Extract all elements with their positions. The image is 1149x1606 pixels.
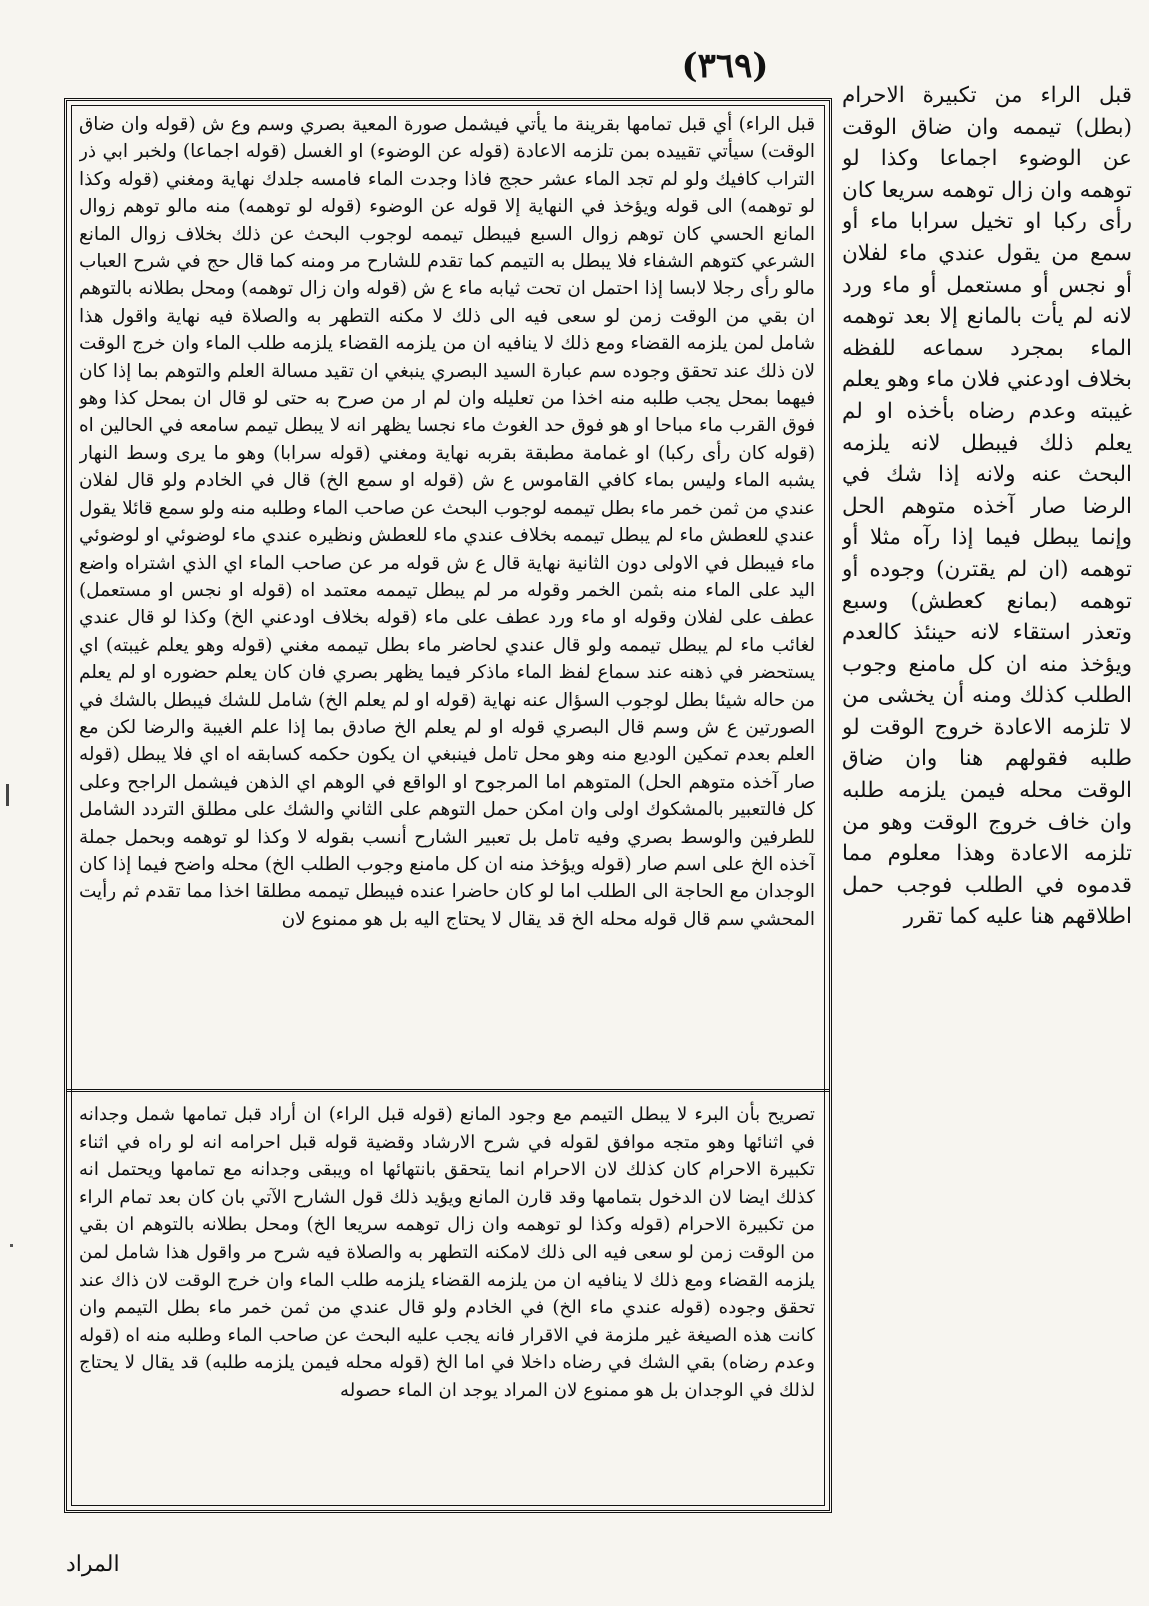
commentary-text: قبل الراء) أي قبل تمامها بقرينة ما يأتي فيشمل صورة المعية بصري وسم وع ش (قوله وان ضاق الوقت) سيأتي تقييده بمن تلزمه الاعادة (قوله عن الوضوء) او الغسل (قوله اجماعا) ولخبر ابي ذر التراب كافيك ولو لم تجد الماء عشر حجج فاذا وجدت الماء فامسه جلدك نهاية ومغني (قوله وكذا لو توهمه) الى قوله ويؤخذ في النهاية إلا قوله عن الوضوء (قوله لو توهمه) منه مالو توهم زوال المانع الحسي كان توهم زوال السبع فيبطل تيممه لوجوب البحث عن ذلك بخلاف زوال المانع الشرعي كتوهم الشفاء فلا يبطل به التيمم كما تقدم للشارح مر ومنه كما قال حج في شرح العباب مالو رأى رجلا لابسا إذا احتمل ان تحت ثيابه ماء ع ش (قوله وان زال توهمه) ومحل بطلانه بالتوهم ان بقي من الوقت زمن لو سعى فيه الى ذلك لا مكنه التطهر به والصلاة فيه نهاية واقول هذا شامل لمن يلزمه القضاء ومع ذلك لا ينافيه ان من يلزمه القضاء يلزمه طلب الماء وان خرج الوقت لان ذلك عند تحقق وجوده سم عبارة السيد البصري ينبغي ان تقيد مسالة العلم والتوهم بما إذا كان فيهما بمحل يجب طلبه منه اخذا من تعليله وان لم ار من صرح به حتى لو قال ان بمحل كذا وهو فوق القرب ماء مباحا او هو فوق حد الغوث ماء نجسا يظهر انه لا يبطل تيمم سامعه في الحالين اه (قوله كان رأى ركبا) او غمامة مطبقة بقربه نهاية ومغني (قوله سرابا) وهو ما يرى وسط النهار يشبه الماء وليس بماء كافي القاموس ع ش (قوله او سمع الخ) قال في الخادم ولو قال لفلان عندي من ثمن خمر ماء بطل تيممه لوجوب البحث عن صاحب الماء وطلبه منه ولو سمع قائلا يقول عندي للعطش ماء لم يبطل تيممه بخلاف عندي ماء للعطش ونظيره عندي ماء لوضوئي او لوضوئي ماء فيبطل في الاولى دون الثانية نهاية قال ع ش قوله مر عن صاحب الماء اي الذي اشتراه واضع اليد على الماء منه بثمن الخمر وقوله مر لم يبطل تيممه معتمد اه (قوله او نجس او مستعمل) عطف على لفلان وقوله او ماء ورد عطف على ماء (قوله بخلاف اودعني الخ) وكذا لو قال عندي لغائب ماء لم يبطل تيممه ولو قال عندي لحاضر ماء بطل تيممه مغني (قوله وهو يعلم غيبته) اي يستحضر في ذهنه عند سماع لفظ الماء ماذكر فيما يظهر بصري فان كان يعلم حضوره او لم يعلم من حاله شيئا بطل لوجوب السؤال عنه نهاية (قوله او لم يعلم الخ) شامل للشك فيبطل بالشك في الصورتين ع ش وسم قال البصري قوله او لم يعلم الخ صادق بما إذا علم الغيبة والرضا لكن مع العلم بعدم تمكين الوديع منه وهو محل تامل فينبغي ان يكون حكمه كسابقه اه اي فلا يبطل (قوله صار آخذه متوهم الحل) المتوهم اما المرجوح او الواقع في الوهم اي الذهن فيشمل الراجح وعلى كل فالتعبير بالمشكوك اولى وان امكن حمل التوهم على الثاني والشك على مطلق التردد الشامل للطرفين والوسط بصري وفيه تامل بل تعبير الشارح أنسب بقوله لا وكذا لو توهمه وبحمل جملة آخذه الخ على اسم صار (قوله ويؤخذ منه ان كل مامنع وجوب الطلب الخ) محله واضح فيما إذا كان الوجدان مع الحاجة الى الطلب اما لو كان حاضرا عنده فيبطل تيممه مطلقا اخذا مما تقدم ثم رأيت المحشي سم قال قوله محله الخ قد يقال لا يحتاج اليه بل هو ممنوع لان [79, 114, 815, 930]
page-number: (٣٦٩) [681, 46, 769, 86]
scan-dot [10, 1244, 13, 1247]
main-frame [64, 98, 832, 1513]
margin-text: قبل الراء من تكبيرة الاحرام (بطل) تيممه وان ضاق الوقت عن الوضوء اجماعا وكذا لو توهمه وان زال توهمه سريعا كان رأى ركبا او تخيل سرابا ماء أو سمع من يقول عندي ماء لفلان أو نجس أو مستعمل أو ماء ورد لانه لم يأت بالمانع إلا بعد توهمه الماء بمجرد سماعه للفظه بخلاف اودعني فلان ماء وهو يعلم غيبته وعدم رضاه بأخذه او لم يعلم ذلك فيبطل لانه يلزمه البحث عنه ولانه إذا شك في الرضا صار آخذه متوهم الحل وإنما يبطل فيما إذا رآه مثلا أو توهمه (ان لم يقترن) وجوده أو توهمه (بمانع كعطش) وسبع وتعذر استقاء لانه حينئذ كالعدم ويؤخذ منه ان كل مامنع وجوب الطلب كذلك ومنه أن يخشى من لا تلزمه الاعادة خروج الوقت لو طلبه فقولهم هنا وان ضاق الوقت محله فيمن يلزمه طلبه وان خاف خروج الوقت وهو من تلزمه الاعادة وهذا معلوم مما قدموه في الطلب فوجب حمل اطلاقهم هنا عليه كما تقرر [842, 83, 1132, 930]
footnote-text: تصريح بأن البرء لا يبطل التيمم مع وجود المانع (قوله قبل الراء) ان أراد قبل تمامها شمل وجدانه في اثنائها وهو متجه موافق لقوله في شرح الارشاد وقضية قوله قبل احرامه انه لو راه في اثناء تكبيرة الاحرام كان كذلك لان الاحرام انما يتحقق بانتهائها اه ويبقى وجدانه مع تمامها ويحتمل انه كذلك ايضا لان الدخول بتمامها وقد قارن المانع ويؤيد ذلك قول الشارح الآتي بان كان بعد تمام الراء من تكبيرة الاحرام (قوله وكذا لو توهمه وان زال توهمه سريعا الخ) ومحل بطلانه بالتوهم ان بقي من الوقت زمن لو سعى فيه الى ذلك لامكنه التطهر به والصلاة فيه شرح مر واقول هذا شامل لمن يلزمه القضاء ومع ذلك لا ينافيه ان من يلزمه القضاء يلزمه طلب الماء وان خرج الوقت لان ذاك عند تحقق وجوده (قوله عندي ماء الخ) في الخادم ولو قال عندي من ثمن خمر ماء بطل التيمم وان كانت هذه الصيغة غير ملزمة في الاقرار فانه يجب عليه البحث عن صاحب الماء وطلبه منه اه (قوله وعدم رضاه) بقي الشك في رضاه داخلا في اما الخ (قوله محله فيمن يلزمه طلبه) قد يقال لا يحتاج لذلك في الوجدان بل هو ممنوع لان المراد يوجد ان الماء حصوله [79, 1104, 815, 1401]
scan-mark [6, 784, 9, 806]
section-divider [67, 1089, 829, 1092]
catchword: المراد [66, 1552, 120, 1577]
